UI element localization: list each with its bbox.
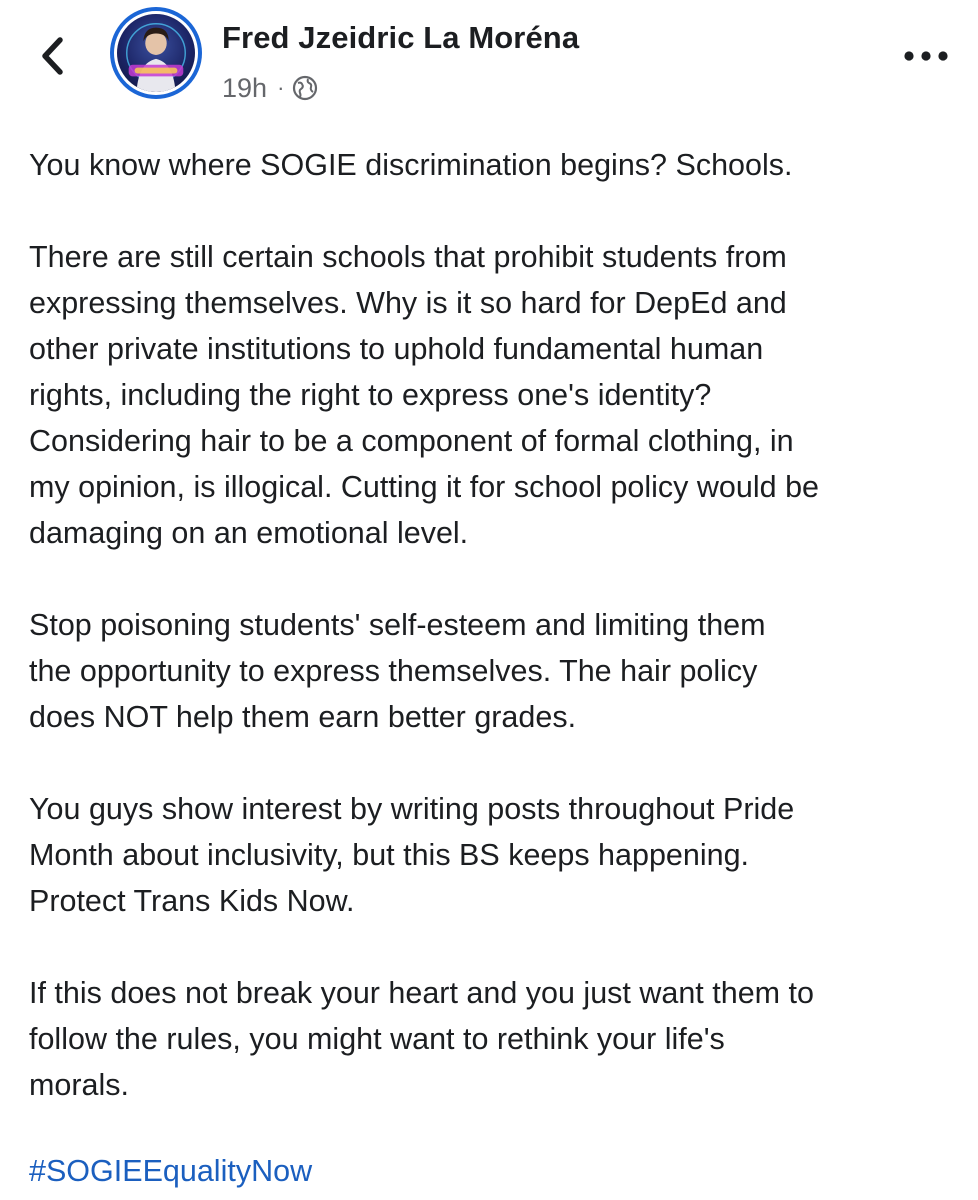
post-text-line: Stop poisoning students' self-esteem and limiting them	[29, 608, 766, 642]
post-text-line: Protect Trans Kids Now.	[29, 884, 355, 918]
post-text-line: Considering hair to be a component of formal clothing, in	[29, 424, 794, 458]
post-text-line: does NOT help them earn better grades.	[29, 700, 577, 734]
post-paragraph	[29, 234, 964, 556]
post-text-line: There are still certain schools that prohibit students from	[29, 240, 787, 274]
post-paragraph	[29, 970, 964, 1108]
post-text-line: You know where SOGIE discrimination begins? Schools.	[29, 148, 793, 182]
post-body	[29, 142, 964, 1108]
globe-icon	[292, 75, 318, 101]
post-text-line: follow the rules, you might want to rethink your life's	[29, 1022, 725, 1056]
post-text-line: You guys show interest by writing posts throughout Pride	[29, 792, 795, 826]
back-button[interactable]	[30, 30, 76, 82]
post-time[interactable]: 19h	[222, 72, 268, 103]
more-horizontal-icon	[903, 50, 949, 62]
post-text-line: If this does not break your heart and you just want them to	[29, 976, 814, 1010]
more-options-button[interactable]	[896, 38, 956, 74]
post-text-line: Month about inclusivity, but this BS keeps happening.	[29, 838, 750, 872]
avatar-image	[114, 11, 198, 95]
post-text-line: expressing themselves. Why is it so hard for DepEd and	[29, 286, 787, 320]
author-avatar[interactable]	[110, 7, 202, 99]
post-paragraph	[29, 602, 964, 740]
post-text-line: morals.	[29, 1068, 129, 1102]
post-text-line: the opportunity to express themselves. The hair policy	[29, 654, 758, 688]
meta-separator: ·	[277, 75, 285, 100]
post-paragraph	[29, 786, 964, 924]
post-text-line: damaging on an emotional level.	[29, 516, 469, 550]
author-name[interactable]: Fred Jzeidric La Moréna	[222, 20, 580, 55]
post-text-line: other private institutions to uphold fundamental human	[29, 332, 764, 366]
hashtag-link[interactable]: #SOGIEEqualityNow	[29, 1154, 313, 1188]
post-text-line: my opinion, is illogical. Cutting it for school policy would be	[29, 470, 819, 504]
post-paragraph	[29, 142, 964, 188]
post-header	[0, 0, 978, 120]
post-text-line: rights, including the right to express one's identity?	[29, 378, 712, 412]
post-meta	[222, 70, 318, 106]
chevron-left-icon	[38, 34, 68, 78]
